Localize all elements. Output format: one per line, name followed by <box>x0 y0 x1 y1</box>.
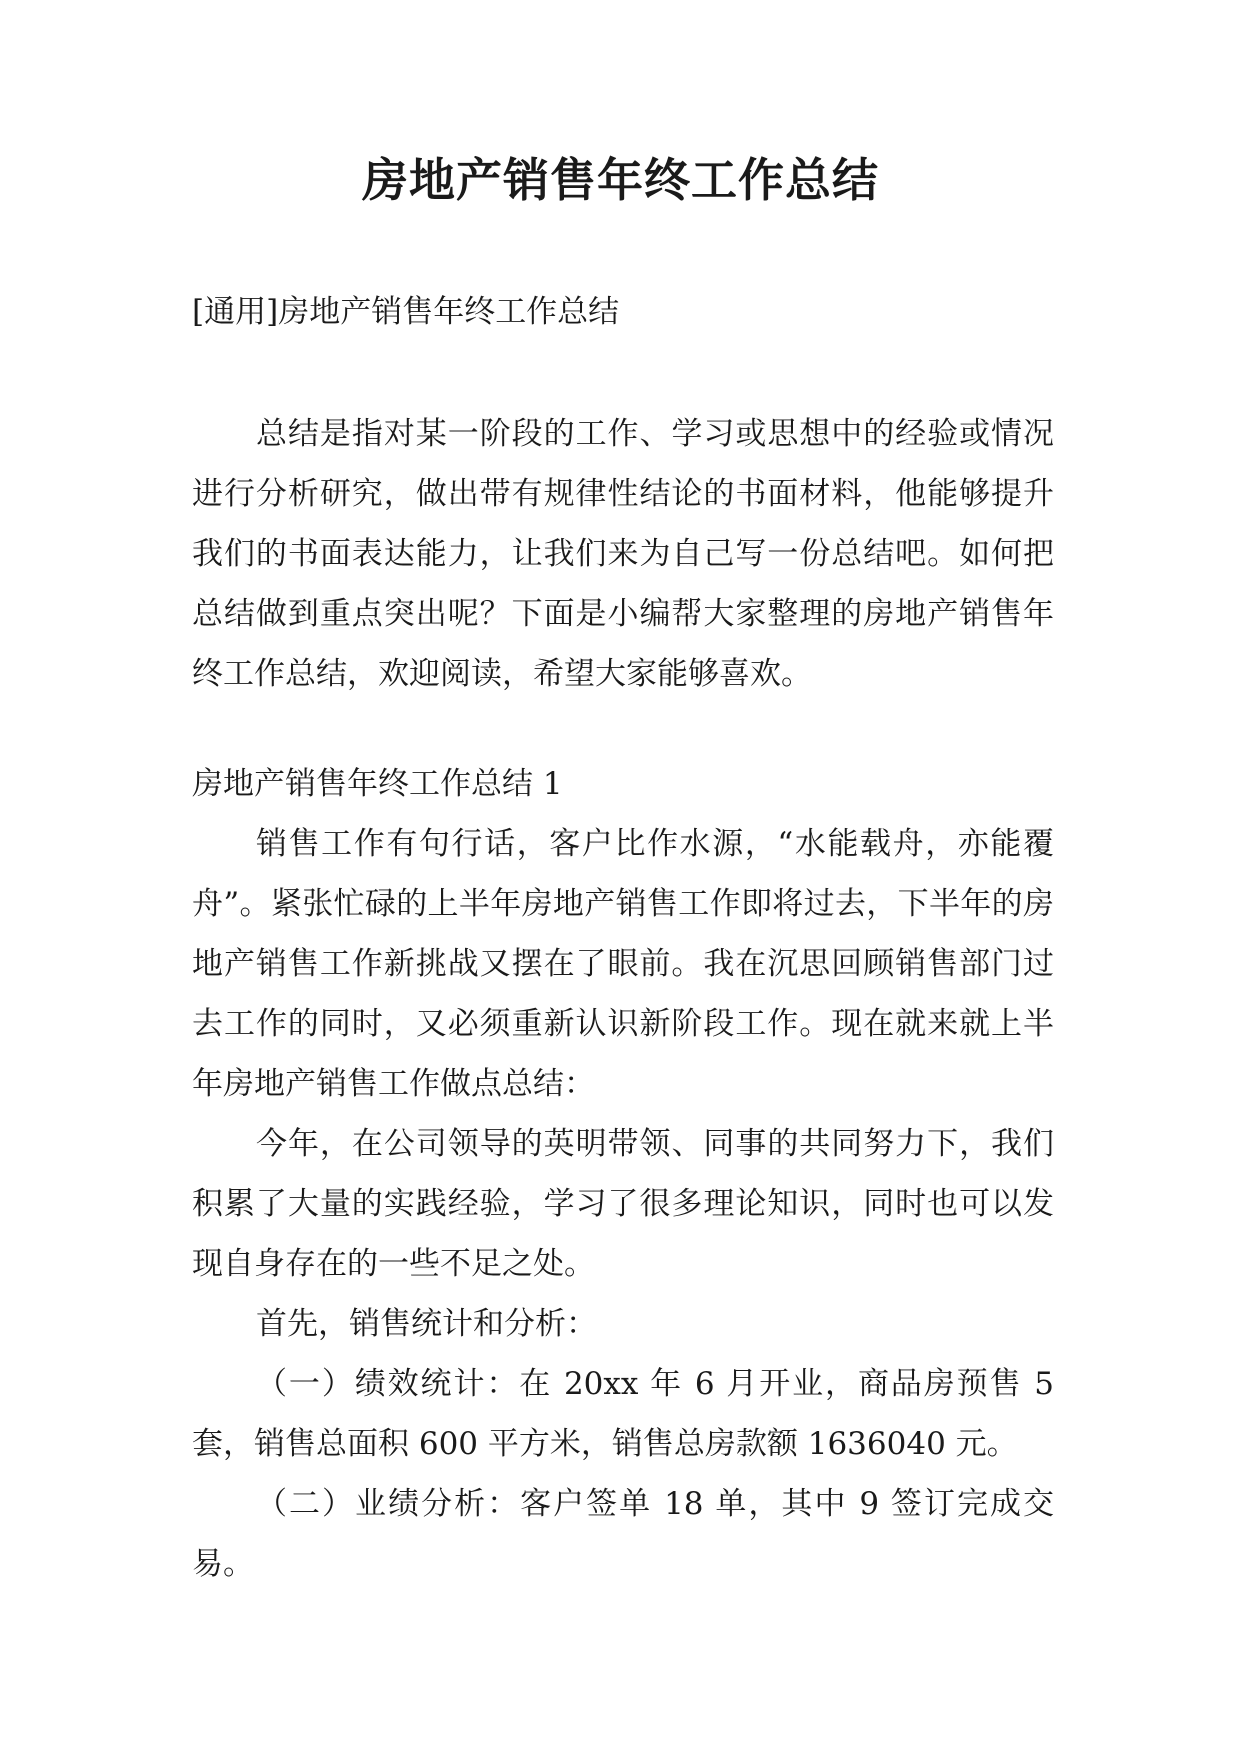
document-title: 房地产销售年终工作总结 <box>362 153 879 207</box>
document-subtitle: [通用]房地产销售年终工作总结 <box>192 294 620 330</box>
intro-paragraph: 总结是指对某一阶段的工作、学习或思想中的经验或情况进行分析研究，做出带有规律性结论的书面材料，他能够提升我们的书面表达能力，让我们来为自己写一份总结吧。如何把总结做到重点突出呢？下面是小编帮大家整理的房地产销售年终工作总结，欢迎阅读，希望大家能够喜欢。 <box>192 416 1054 692</box>
paragraph: （二）业绩分析：客户签单 18 单，其中 9 签订完成交易。 <box>192 1486 1054 1582</box>
section-body <box>192 814 1054 1594</box>
paragraph: 销售工作有句行话，客户比作水源，“水能载舟，亦能覆舟”。紧张忙碌的上半年房地产销售工作即将过去，下半年的房地产销售工作新挑战又摆在了眼前。我在沉思回顾销售部门过去工作的同时，又必须重新认识新阶段工作。现在就来就上半年房地产销售工作做点总结： <box>192 826 1054 1102</box>
paragraph: 今年，在公司领导的英明带领、同事的共同努力下，我们积累了大量的实践经验，学习了很多理论知识，同时也可以发现自身存在的一些不足之处。 <box>192 1126 1054 1282</box>
paragraph: （一）绩效统计：在 20xx 年 6 月开业，商品房预售 5 套，销售总面积 600 平方米，销售总房款额 1636040 元。 <box>192 1366 1054 1462</box>
paragraph: 首先，销售统计和分析： <box>256 1306 597 1342</box>
section-title: 房地产销售年终工作总结 1 <box>192 766 563 802</box>
